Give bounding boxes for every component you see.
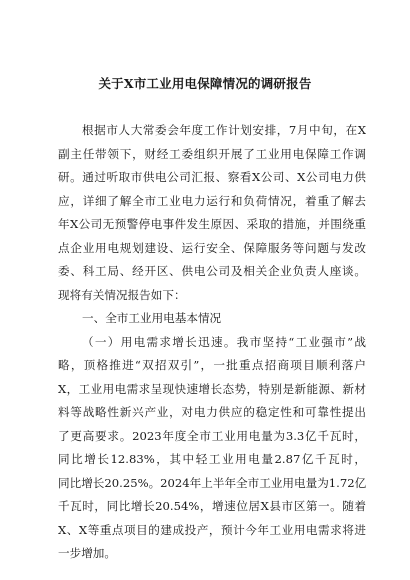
body-line: X、X等重点项目的建成投产，预计今年工业用电需求将进 xyxy=(58,522,366,537)
body-line: 根据市人大常委会年度工作计划安排，7月中旬，在X xyxy=(82,123,366,137)
body-line: 应，详细了解全市工业电力运行和负荷情况，着重了解去 xyxy=(58,193,366,208)
document-title: 关于X市工业用电保障情况的调研报告 xyxy=(98,76,312,91)
body-line: 了更高要求。2023年度全市工业用电量为3.3亿千瓦时， xyxy=(58,428,366,443)
body-line: 现将有关情况报告如下： xyxy=(58,287,186,302)
body-line: 一步增加。 xyxy=(58,546,116,560)
body-line: 委、科工局、经开区、供电公司及相关企业负责人座谈。 xyxy=(58,264,366,278)
body-line: 点企业用电规划建设、运行安全、保障服务等问题与发改 xyxy=(58,240,366,255)
body-line: X，工业用电需求呈现快速增长态势，特别是新能源、新材 xyxy=(58,381,366,396)
body-line: 年X公司无预警停电事件发生原因、采取的措施，并围绕重 xyxy=(58,217,366,231)
body-line: 一、全市工业用电基本情况 xyxy=(82,311,222,325)
body-line: 同比增长20.25%。2024年上半年全市工业用电量为1.72亿 xyxy=(58,475,367,490)
body-line: （一）用电需求增长迅速。我市坚持“工业强市”战 xyxy=(82,334,366,349)
body-line: 同比增长12.83%，其中轻工业用电量2.87亿千瓦时， xyxy=(58,452,366,466)
body-line: 研。通过听取市供电公司汇报、察看X公司、X公司电力供 xyxy=(58,170,366,184)
body-line: 略，顶格推进“双招双引”，一批重点招商项目顺利落户 xyxy=(58,358,366,372)
document-body xyxy=(58,119,366,566)
body-line: 副主任带领下，财经工委组织开展了工业用电保障工作调 xyxy=(58,146,366,161)
body-line: 千瓦时，同比增长20.54%，增速位居X县市区第一。随着 xyxy=(58,499,366,513)
body-line: 料等战略性新兴产业，对电力供应的稳定性和可靠性提出 xyxy=(58,405,366,419)
